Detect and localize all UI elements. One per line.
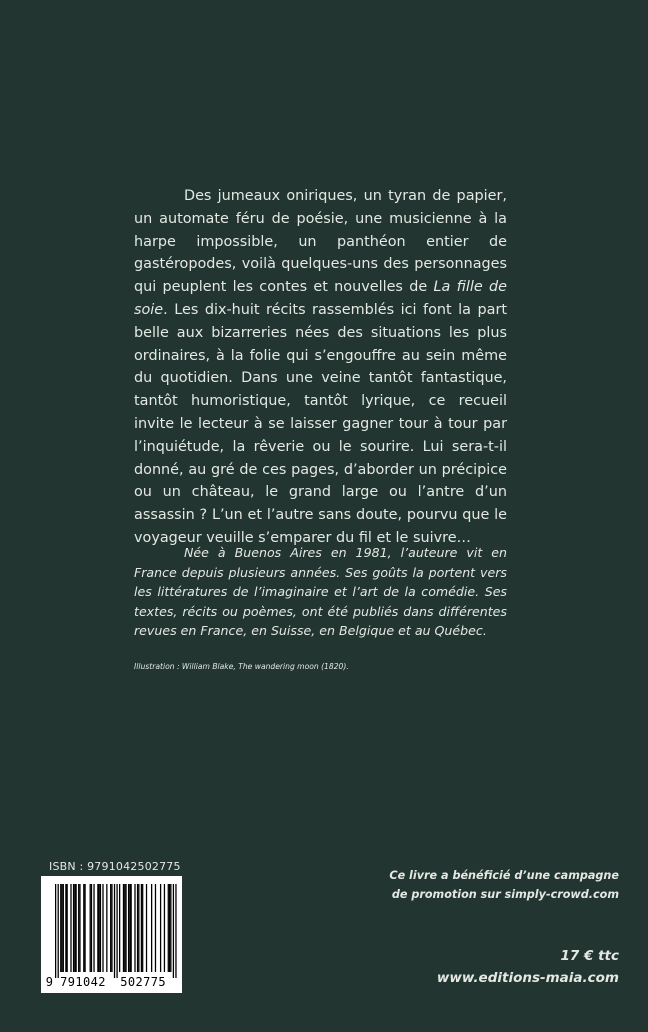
barcode-bar [173, 884, 174, 978]
campaign-notice [389, 867, 619, 904]
barcode-bar [168, 884, 169, 972]
barcode-bar [129, 884, 130, 972]
barcode-bar [134, 884, 135, 972]
blurb-text-end: . Les dix-huit récits rassemblés ici font la part belle aux bizarreries nées des situations les plus ordinaires, à la folie qui s’engouffre au sein même du quotidien. Dans une veine tantôt fantastique, tantôt humoristique, tantôt lyrique, ce recueil invite le lecteur à se laisser gagner tour à tour par l’inquiétude, la rêverie ou le sourire. Lui sera-t-il donné, au gré de ces pages, d’aborder un précipice ou un château, le grand large ou l’antre d’un assassin ? L’un et l’autre sans doute, pourvu que le voyageur veuille s’emparer du fil et le suivre… [134, 301, 507, 546]
barcode-bar [65, 884, 66, 972]
barcode-bar [73, 884, 74, 972]
barcode-bar [55, 884, 56, 978]
barcode-bar [137, 884, 138, 972]
barcode-bar [99, 884, 100, 972]
barcode-bar [102, 884, 103, 972]
barcode-bar [111, 884, 112, 972]
barcode-bar [70, 884, 71, 972]
publisher-website: www.editions-maia.com [436, 970, 619, 986]
barcode-bar [83, 884, 84, 972]
barcode-bar [116, 884, 117, 978]
barcode-bar [125, 884, 126, 972]
barcode-bar [160, 884, 161, 972]
isbn-label: ISBN : 9791042502775 [49, 860, 181, 873]
barcode-bar [58, 884, 59, 978]
campaign-line-2: de promotion sur simply-crowd.com [391, 887, 619, 901]
barcode-bar [123, 884, 124, 972]
barcode-graphic [41, 876, 182, 993]
barcode-bar [128, 884, 129, 972]
book-title: La fille de soie [134, 279, 508, 318]
campaign-line-1: Ce livre a bénéficié d’une campagne [389, 869, 619, 882]
barcode-bar [119, 884, 120, 972]
barcode-bar [84, 884, 85, 972]
barcode-bar [75, 884, 76, 972]
barcode-bar [169, 884, 170, 972]
barcode-bar [114, 884, 115, 978]
barcode-bar [74, 884, 75, 972]
barcode-bar [138, 884, 139, 972]
price: 17 € ttc [560, 948, 619, 964]
barcode-bar [100, 884, 101, 972]
barcode-bar [141, 884, 142, 972]
illustration-credit: Illustration : William Blake, The wandering moon (1820). [134, 662, 349, 671]
barcode-bar [146, 884, 147, 972]
barcode-digits-left: 791042 [60, 975, 106, 989]
barcode-bar [93, 884, 94, 972]
barcode-bar [97, 884, 98, 972]
barcode-digit-first: 9 [45, 975, 53, 989]
barcode-bar [110, 884, 111, 972]
barcode-bar [131, 884, 132, 972]
barcode-bar [175, 884, 176, 978]
barcode-bar [90, 884, 91, 972]
barcode-bar [164, 884, 165, 972]
blurb-text-start: Des jumeaux oniriques, un tyran de papier, un automate féru de poésie, une musicienne à la harpe impossible, un panthéon entier de gastéropodes, voilà quelques-uns des personnages qui peuplent les contes et nouvelles de [134, 188, 507, 296]
barcode-bar [91, 884, 92, 972]
price-block [437, 945, 619, 989]
barcode-bar [124, 884, 125, 972]
barcode-bar [60, 884, 61, 972]
barcode-bar [142, 884, 143, 972]
barcode-bar [155, 884, 156, 972]
barcode-bar [170, 884, 171, 972]
barcode-bar [63, 884, 64, 972]
author-bio: Née à Buenos Aires en 1981, l’auteure vit en France depuis plusieurs années. Ses goûts la portent vers les littératures de l’imaginaire et l’art de la comédie. Ses textes, récits ou poèmes, ont été publiés dans différentes revues en France, en Suisse, en Belgique et au Québec. [134, 545, 507, 638]
barcode-bar [151, 884, 152, 972]
barcode-bar [78, 884, 79, 972]
back-cover-blurb [134, 185, 507, 550]
barcode-bar [61, 884, 62, 972]
isbn-barcode [41, 876, 182, 993]
barcode-bar [67, 884, 68, 972]
barcode-bar [106, 884, 107, 972]
barcode-bar [79, 884, 80, 972]
barcode-digits-right: 502775 [120, 975, 167, 989]
